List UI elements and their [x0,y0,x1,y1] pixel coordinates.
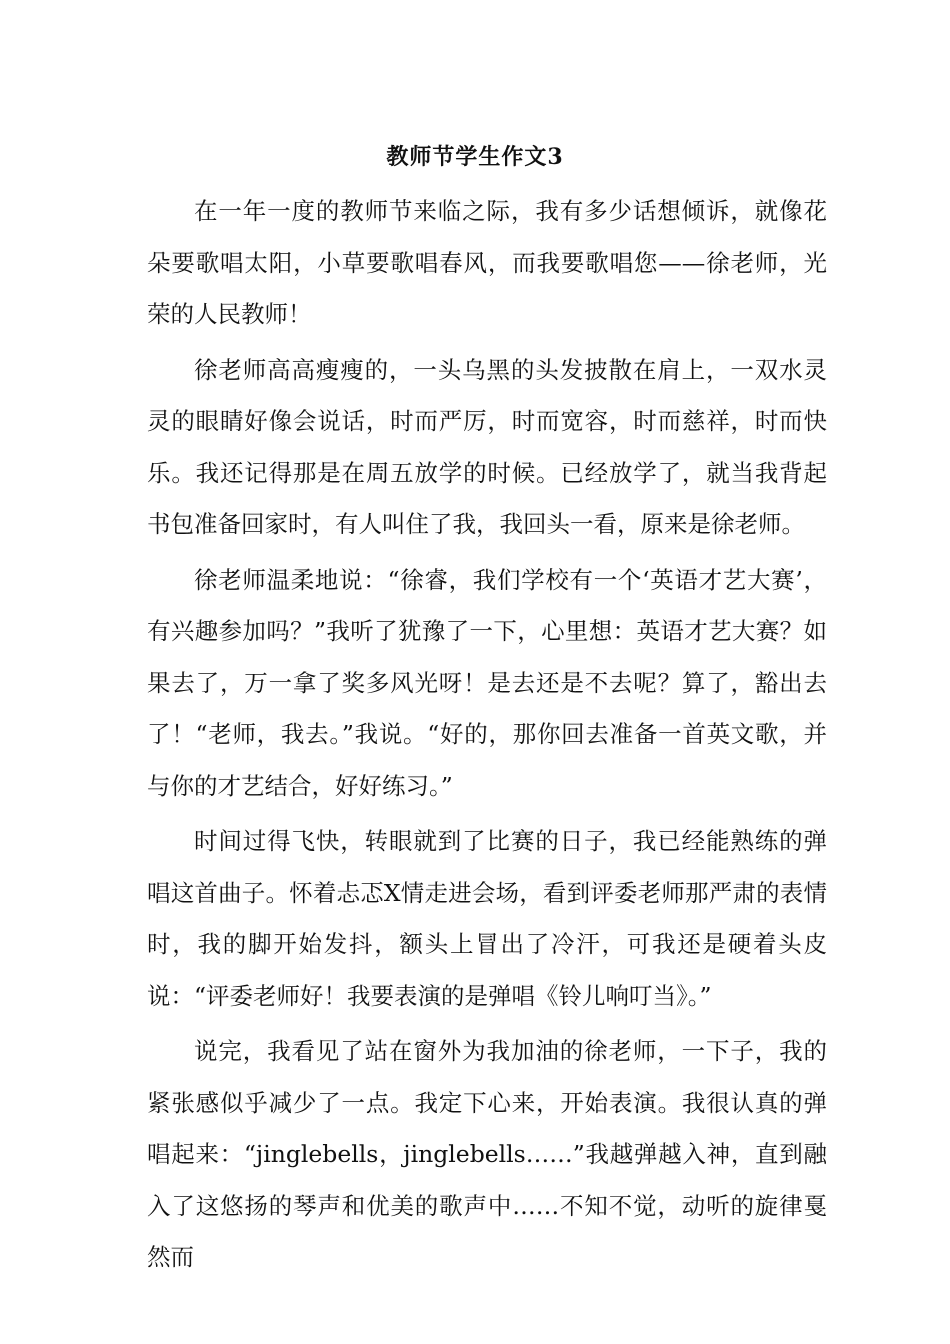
paragraph: 说完，我看见了站在窗外为我加油的徐老师，一下子，我的紧张感似乎减少了一点。我定下心来，开始表演。我很认真的弹唱起来：“jinglebells，jinglebells……”我越弹越入神，直到融入了这悠扬的琴声和优美的歌声中……不知不觉，动听的旋律戛然而 [147,1037,827,1271]
document-title: 教师节学生作文3 [386,144,564,170]
paragraph: 时间过得飞快，转眼就到了比赛的日子，我已经能熟练的弹唱这首曲子。怀着忐忑X情走进会场，看到评委老师那严肃的表情时，我的脚开始发抖，额头上冒出了冷汗，可我还是硬着头皮说：“评委老师好！我要表演的是弹唱《铃儿响叮当》。” [147,827,827,1010]
paragraph: 在一年一度的教师节来临之际，我有多少话想倾诉，就像花朵要歌唱太阳，小草要歌唱春风，而我要歌唱您——徐老师，光荣的人民教师！ [147,197,827,328]
document-body [147,186,827,1288]
paragraph: 徐老师高高瘦瘦的，一头乌黑的头发披散在肩上，一双水灵灵的眼睛好像会说话，时而严厉，时而宽容，时而慈祥，时而快乐。我还记得那是在周五放学的时候。已经放学了，就当我背起书包准备回家时，有人叫住了我，我回头一看，原来是徐老师。 [147,355,827,538]
paragraph: 徐老师温柔地说：“徐睿，我们学校有一个‘英语才艺大赛’，有兴趣参加吗？”我听了犹豫了一下，心里想：英语才艺大赛？如果去了，万一拿了奖多风光呀！是去还是不去呢？算了，豁出去了！“老师，我去。”我说。“好的，那你回去准备一首英文歌，并与你的才艺结合，好好练习。” [147,565,827,800]
